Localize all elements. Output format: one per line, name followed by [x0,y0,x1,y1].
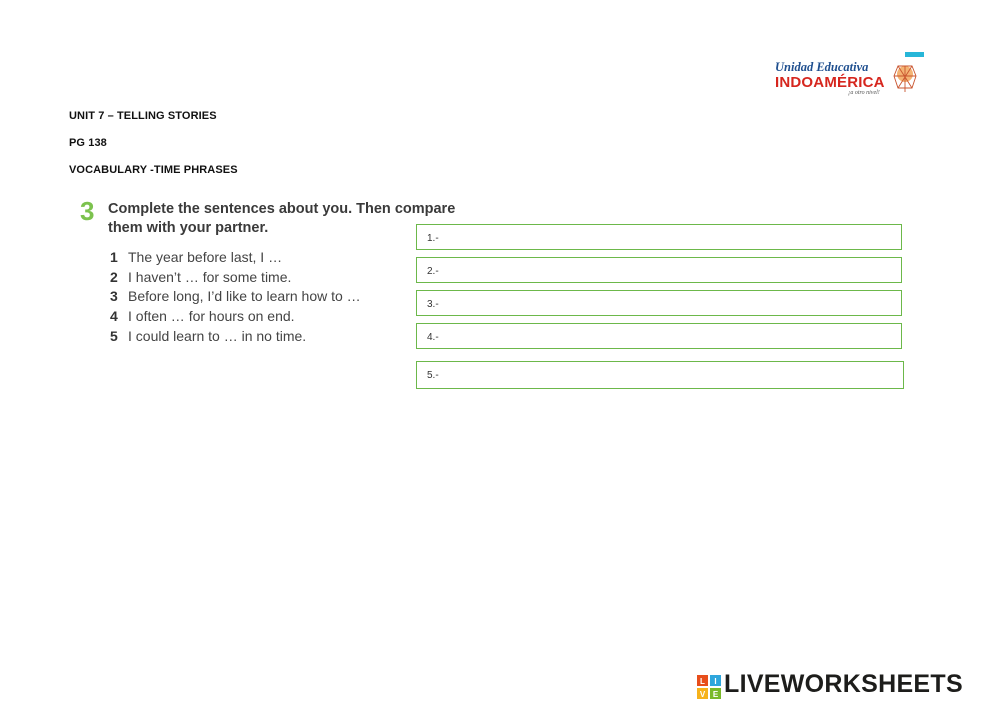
list-item [110,327,361,347]
unit-title: UNIT 7 – TELLING STORIES [69,110,217,122]
answer-field-2[interactable] [416,257,902,283]
list-item [110,268,361,288]
item-number: 3 [110,288,118,305]
exercise-number: 3 [80,196,95,226]
list-item [110,307,361,327]
answer-field-label: 5.- [427,370,439,381]
answer-field-1[interactable] [416,224,902,250]
item-text: Before long, I’d like to learn how to … [128,288,361,305]
item-text: I could learn to … in no time. [128,327,307,344]
topic-title: VOCABULARY -TIME PHRASES [69,164,238,176]
answer-field-3[interactable] [416,290,902,316]
liveworksheets-badge-icon [697,675,721,699]
item-text: I often … for hours on end. [128,308,295,325]
school-emblem-icon [890,52,926,98]
school-logo [770,52,926,98]
list-item [110,287,361,307]
exercise-instruction: Complete the sentences about you. Then compare them with your partner. [108,201,456,236]
answer-field-label: 3.- [427,299,439,310]
answer-field-label: 2.- [427,266,439,277]
answer-field-5[interactable] [416,361,904,389]
badge-letter: L [700,677,705,686]
item-text: I haven’t … for some time. [128,268,292,285]
school-logo-line1: Unidad Educativa [775,60,869,74]
answer-field-label: 4.- [427,332,439,343]
list-item [110,248,361,268]
school-logo-line2: INDOAMÉRICA [775,74,885,91]
badge-letter: V [699,690,706,699]
item-text: The year before last, I … [128,249,283,265]
item-number: 5 [110,327,118,344]
page-number: PG 138 [69,137,107,149]
item-number: 4 [110,308,118,325]
item-number: 2 [110,268,118,285]
exercise-items-list [110,248,361,346]
school-logo-tagline: ¡a otro nivel! [848,90,880,96]
badge-letter: I [714,677,717,686]
liveworksheets-wordmark: LIVEWORKSHEETS [724,670,963,698]
item-number: 1 [110,249,118,265]
badge-letter: E [712,690,719,699]
answer-field-4[interactable] [416,323,902,349]
answer-field-label: 1.- [427,233,439,244]
